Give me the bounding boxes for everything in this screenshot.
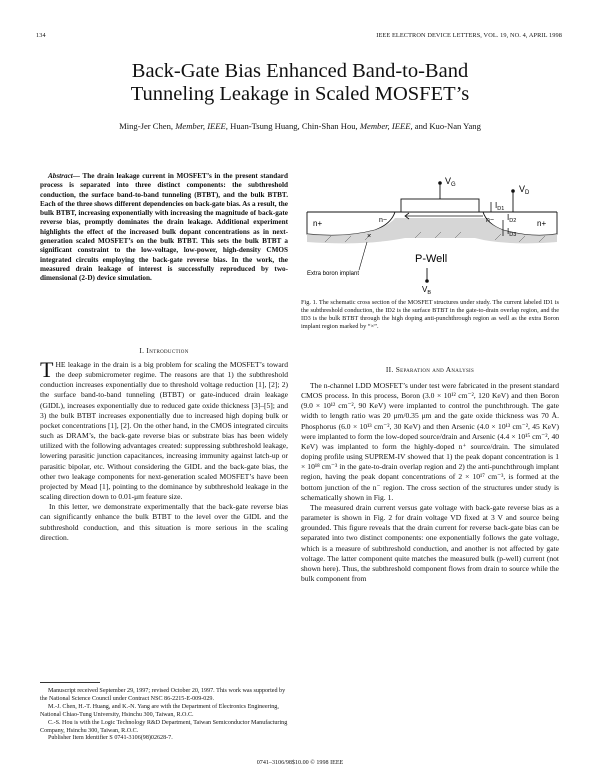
separation-body xyxy=(301,381,559,584)
author-3-role: Member, IEEE, xyxy=(359,121,413,131)
footnote-rule xyxy=(40,682,100,683)
bulk-terminal xyxy=(425,279,429,283)
id3-label: $I_{D3}$ xyxy=(507,227,517,238)
drop-cap: T xyxy=(40,357,54,382)
title-line-2: Tunneling Leakage in Scaled MOSFET’s xyxy=(130,83,470,105)
drain-terminal xyxy=(511,189,515,193)
section-heading-introduction: I. Introduction xyxy=(139,346,189,355)
figure-1-caption: Fig. 1. The schematic cross section of the MOSFET structures under study. The current labeled ID1 is the subthreshold conduction, the ID2 is the surface BTBT in the gate-to-drain overlap region, and the ID3 is the bulk BTBT through the high doping anti-punchthrough region as well as the extra Boron implant region marked by “×”. xyxy=(301,299,559,331)
introduction-body xyxy=(40,357,288,543)
author-1-role: Member, IEEE, xyxy=(175,121,228,131)
vb-label: $V_B$ xyxy=(422,285,432,294)
author-list xyxy=(40,121,560,131)
implant-marker: × xyxy=(367,233,372,240)
n-minus-drain-label: n− xyxy=(486,217,494,224)
anti-punchthrough-region xyxy=(307,218,557,243)
footnotes xyxy=(40,688,288,743)
sep-paragraph-1: The n-channel LDD MOSFET’s under test were fabricated in the present standard CMOS process. In this process, Boron (3.0 × 10¹² cm⁻², 120 KeV) and then Boron (9.0 × 10¹² cm⁻², 90 KeV) were implanted to control the punchthrough. The gate width to length ratio was 20 μm/0.35 μm and the gate oxide thickness was 70 Å. Phosphorus (6.0 × 10¹³ cm⁻², 30 KeV) and then Arsenic (4.0 × 10¹³ cm⁻², 45 KeV) were implanted to form the low-doped source/drain and Arsenic (4.4 × 10¹⁵ cm⁻², 40 KeV) was implanted to form the highly-doped n⁺ source/drain. The simulated doping profile using SUPREM-IV showed that 1) the peak dopant concentration is 1 × 10¹⁸ cm⁻³ in the gate-to-drain overlap region and 2) the anti-punchthrough implant region, having the peak dopant concentrations of 2 × 10¹⁷ cm⁻³, is formed at the bottom junction of the n⁻ region. The cross section of the structures under study is schematically shown in Fig. 1. xyxy=(301,381,559,502)
intro-paragraph-2: In this letter, we demonstrate experimentally that the back-gate reverse bias can significantly enhance the bulk BTBT to the level over the GIDL and the subthreshold conduction, and this situation is more serious in the scaling direction. xyxy=(40,502,288,542)
n-plus-drain-label: n+ xyxy=(537,219,547,228)
section-heading-separation: II. Separation and Analysis xyxy=(385,365,475,374)
abstract-lead: Abstract— xyxy=(48,172,80,180)
implant-pointer xyxy=(359,242,367,270)
n-minus-source-label: n− xyxy=(379,217,387,224)
n-plus-source-label: n+ xyxy=(313,219,323,228)
vg-label: $V_G$ xyxy=(445,176,456,188)
journal-header: IEEE ELECTRON DEVICE LETTERS, VOL. 19, NO. 4, APRIL 1998 xyxy=(376,32,562,39)
author-4: and Kuo-Nan Yang xyxy=(414,121,481,131)
copyright-line: 0741–3106/98$10.00 © 1998 IEEE xyxy=(256,760,344,766)
vd-label: $V_D$ xyxy=(519,184,530,196)
gate-electrode xyxy=(401,199,479,212)
figure-1-svg xyxy=(305,172,559,294)
id2-label: $I_{D2}$ xyxy=(507,213,517,224)
abstract-text: The drain leakage current in MOSFET’s in the present standard process is separated into three distinct components: the subthreshold conduction, the surface band-to-band tunneling (BTBT), and the bulk BTBT. Each of the three shows different dependencies on back-gate bias. As a result, the bulk BTBT, increasing exponentially with increasing the magnitude of back-gate reverse bias, promptly dominates the drain leakage. Additional experiment highlights the effect of the increased bulk dopant concentrations as in next-generation scaled MOSFET’s on the bulk BTBT. This sets the bulk BTBT a significant constraint to the low-voltage, low-power, high-density CMOS integrated circuits employing the back-gate reverse bias. In the work, the measured drain leakage of interest is successfully reproduced by two-dimensional (2-D) device simulation. xyxy=(40,172,288,283)
footnote-affiliation-1: M.-J. Chen, H.-T. Huang, and K.-N. Yang are with the Department of Electronics Engineering, National Chiao-Tung University, Hsinchu 300, Taiwan, R.O.C. xyxy=(40,703,279,718)
id1-label: $I_{D1}$ xyxy=(495,201,505,212)
footnote-affiliation-2: C.-S. Hou is with the Logic Technology R&D Department, Taiwan Semiconductor Manufacturing Company, Hsinchu 300, Taiwan, R.O.C. xyxy=(40,719,288,734)
title-line-1: Back-Gate Bias Enhanced Band-to-Band xyxy=(131,60,469,82)
gate-terminal xyxy=(438,181,442,185)
author-2-3: Huan-Tsung Huang, Chin-Shan Hou, xyxy=(230,121,358,131)
abstract xyxy=(40,172,288,284)
p-well-label: P-Well xyxy=(415,253,448,265)
author-1: Ming-Jer Chen, xyxy=(119,121,174,131)
footnote-manuscript: Manuscript received September 29, 1997; revised October 20, 1997. This work was supported by the National Science Council under Contract NSC 86-2215-E-009-029. xyxy=(40,688,286,702)
intro-paragraph-1: HE leakage in the drain is a big problem for scaling the MOSFET’s toward the deep submicrometer regime. The reasons are that 1) the subthreshold conduction increases exponentially due to threshold voltage reduction [1], [2]; 2) the surface band-to-band tunneling (BTBT) or gate-induced drain leakage (GIDL), increases exponentially due to reduced gate oxide thickness [3]–[5]; and 3) the bulk BTBT increases exponentially due to increased high doping bulk or pocket concentrations [1], [2]. On the other hand, in the CMOS integrated circuits such as DRAM’s, the back-gate reverse bias or substrate bias has been widely utilized with the following advantages created: suppressing subthreshold leakage, lowering parasitic junction capacitances, increasing immunity against latch-up or parasitic bipolar, etc. Without considering the GIDL and the back-gate bias, the other two leakage components for next-generation scaled MOSFET’s have been projected by Mead [1], pointing to the dominance by subthreshold leakage in the scaling direction down to 0.01-μm feature size. xyxy=(40,360,288,502)
footnote-identifier: Publisher Item Identifier S 0741-3106(98)02628-7. xyxy=(48,735,173,742)
figure-1-schematic xyxy=(305,172,559,294)
implant-label: Extra boron implant xyxy=(307,271,360,277)
page-number: 134 xyxy=(36,32,46,39)
sep-paragraph-2: The measured drain current versus gate voltage with back-gate reverse bias as a parameter is shown in Fig. 2 for drain voltage VD fixed at 3 V and source being grounded. This figure reveals that the drain current for reverse back-gate bias can be separated into two distinct components: one exponentially follows the gate voltage, which is a measure of subthreshold conduction, and another is not affected by gate voltage. The latter component quite matches the measured bulk (p-well) current (not shown here). Thus, the subthreshold component flows from drain to source while the bulk component from xyxy=(301,502,559,583)
paper-title xyxy=(40,60,560,106)
